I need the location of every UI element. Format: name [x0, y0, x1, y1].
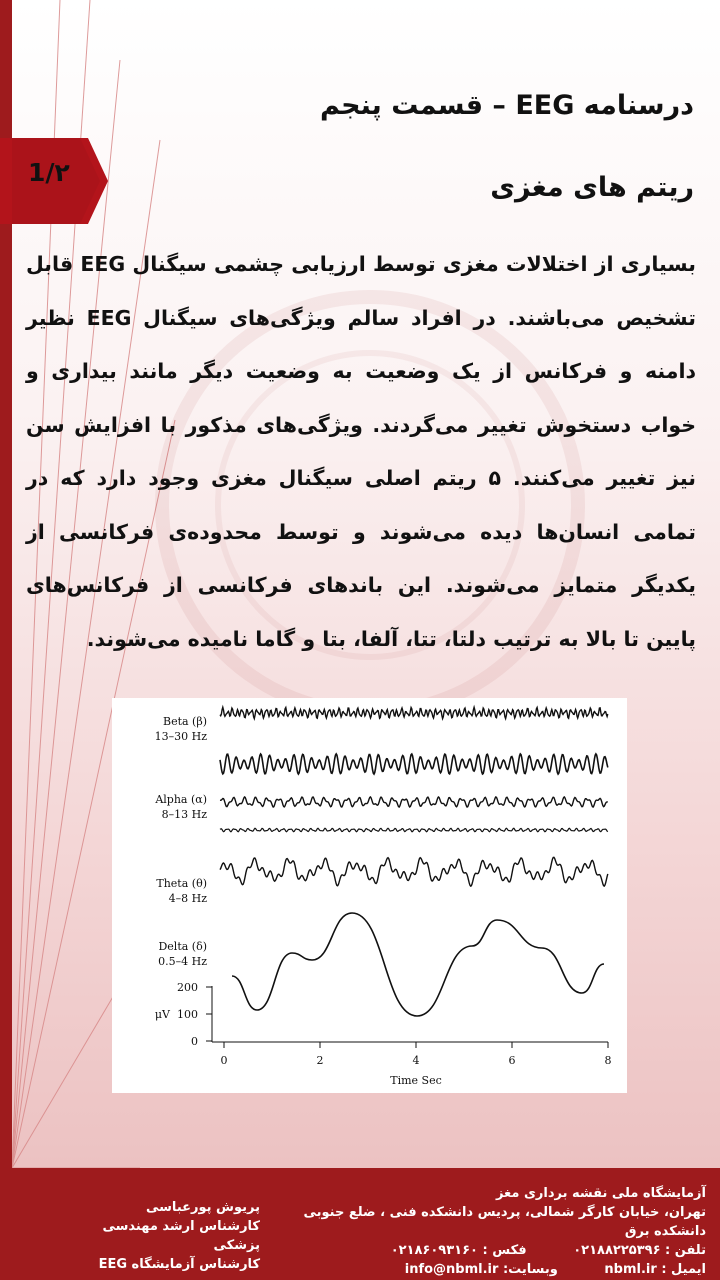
fax-label: فکس : — [482, 1243, 527, 1258]
eeg-rhythms-figure — [112, 698, 627, 1093]
x-tick-8: 8 — [604, 1054, 612, 1067]
band-range-delta: 0.5–4 Hz — [158, 955, 207, 968]
lab-name: آزمایشگاه ملی نقشه برداری مغز — [495, 1186, 706, 1201]
y-tick-200: 200 — [177, 981, 198, 994]
y-unit-label: μV — [154, 1008, 170, 1021]
page-title: درسنامه EEG – قسمت پنجم — [320, 90, 694, 121]
page-indicator: 1/۲ — [28, 158, 70, 187]
body-paragraph: بسیاری از اختلالات مغزی توسط ارزیابی چشمی سیگنال EEG قابل تشخیص می‌باشند. در افراد سالم ویژگی‌های سیگنال EEG نظیر دامنه و فرکانس از یک وضعیت به وضعیت دیگر مانند بیداری و خواب دستخوش تغییر می‌گردند. ویژگی‌های مذکور با افزایش سن نیز تغییر می‌کنند. ۵ ریتم اصلی سیگنال مغزی وجود دارد که در تمامی انسان‌ها دیده می‌شوند و توسط محدوده‌ی فرکانسی از یکدیگر متمایز می‌شوند. این باندهای فرکانسی از فرکانس‌های پایین تا بالا به ترتیب دلتا، تتا، آلفا، بتا و گاما نامیده می‌شوند. — [26, 252, 696, 651]
website-link[interactable]: nbml.ir — [604, 1262, 657, 1277]
band-range-beta: 13–30 Hz — [154, 730, 207, 743]
section-title: ریتم های مغزی — [490, 172, 694, 203]
lab-address: تهران، خیابان کارگر شمالی، پردیس دانشکده فنی ، ضلع جنوبی دانشکده برق — [303, 1205, 706, 1239]
axes — [206, 986, 608, 1048]
website-label: وبسایت: — [502, 1262, 558, 1277]
phone-fax-row — [276, 1241, 706, 1260]
band-label-theta: Theta (θ) — [156, 877, 207, 890]
phone-label: تلفن : — [665, 1243, 706, 1258]
phone-number: ۰۲۱۸۸۲۲۵۳۹۶ — [573, 1243, 661, 1258]
alpha-trace-2 — [220, 828, 608, 831]
alpha-trace — [220, 797, 608, 807]
author-name: پریوش پورعباسی — [146, 1200, 260, 1215]
author-title-2: کارشناس آزمایشگاه EEG — [98, 1257, 260, 1272]
page-indicator-badge — [0, 138, 108, 224]
x-tick-2: 2 — [316, 1054, 324, 1067]
email-web-row — [276, 1260, 706, 1279]
beta-trace-2 — [220, 754, 608, 774]
band-label-beta: Beta (β) — [162, 715, 207, 728]
x-tick-6: 6 — [508, 1054, 516, 1067]
footer-contact-block — [276, 1184, 706, 1279]
author-title-1: کارشناس ارشد مهندسی پزشکی — [102, 1219, 260, 1253]
delta-trace — [232, 913, 604, 1016]
band-label-alpha: Alpha (α) — [155, 793, 207, 806]
x-tick-0: 0 — [220, 1054, 228, 1067]
y-tick-0: 0 — [191, 1035, 198, 1048]
band-label-delta: Delta (δ) — [158, 940, 207, 953]
email-link[interactable]: info@nbml.ir — [404, 1262, 499, 1277]
footer-bar — [0, 1168, 720, 1280]
beta-trace — [220, 707, 608, 718]
x-tick-4: 4 — [412, 1054, 420, 1067]
theta-trace — [220, 857, 608, 886]
email-label: ایمیل : — [661, 1262, 706, 1277]
author-block — [60, 1198, 260, 1274]
y-tick-100: 100 — [177, 1008, 198, 1021]
band-range-theta: 4–8 Hz — [168, 892, 207, 905]
x-axis-label: Time Sec — [390, 1074, 442, 1087]
band-range-alpha: 8–13 Hz — [161, 808, 207, 821]
fax-number: ۰۲۱۸۶۰۹۳۱۶۰ — [390, 1243, 478, 1258]
